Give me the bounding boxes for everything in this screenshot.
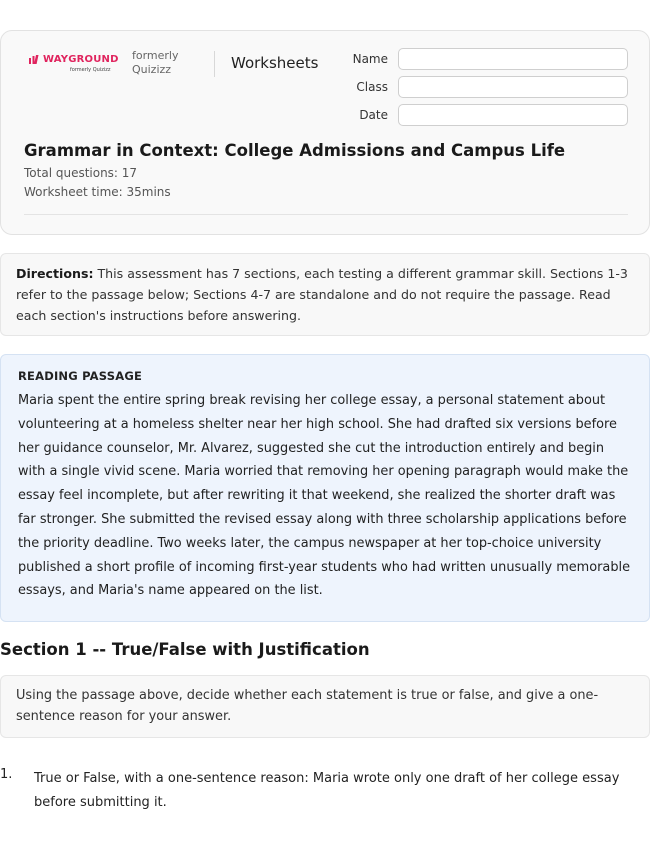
directions-text: This assessment has 7 sections, each testing a different grammar skill. Sections 1-3 refer to the passage below; Sections 4-7 are standalone and do not require the passage. Read each section's instructions before answering. <box>16 266 628 323</box>
directions-label: Directions: <box>16 266 94 281</box>
passage-text: Maria spent the entire spring break revising her college essay, a personal statement about volunteering at a homeless shelter near her high school. She had drafted six versions before her guidance counselor, Mr. Alvarez, suggested she cut the introduction entirely and begin with a single vivid scene. Maria worried that removing her opening paragraph would make the essay feel incomplete, but after rewriting it that weekend, she realized the shorter draft was far stronger. She submitted the revised essay along with three scholarship applications before the priority deadline. Two weeks later, the campus newspaper at her top-choice university published a short profile of incoming first-year students who had written unusually memorable essays, and Maria's name appeared on the list. <box>18 393 631 599</box>
total-questions: Total questions: 17 <box>24 166 138 180</box>
name-field[interactable] <box>398 48 628 70</box>
name-label: Name <box>352 52 388 66</box>
worksheets-label: Worksheets <box>231 54 319 72</box>
wayground-logo <box>29 54 119 76</box>
header-divider <box>214 51 215 77</box>
question-text: True or False, with a one-sentence reason: Maria wrote only one draft of her college essay before submitting it. <box>34 771 620 810</box>
worksheet-time: Worksheet time: 35mins <box>24 185 171 199</box>
section-1-title: Section 1 -- True/False with Justification <box>0 640 370 659</box>
passage-heading: READING PASSAGE <box>18 369 143 383</box>
header-bottom-divider <box>24 214 628 215</box>
logo-subtext: formerly Quizizz <box>70 67 111 73</box>
reading-passage-box <box>0 354 650 622</box>
date-label: Date <box>359 108 388 122</box>
logo-wordmark: WAYGROUND <box>43 54 119 65</box>
class-label: Class <box>356 80 388 94</box>
question-number: 1. <box>0 767 13 782</box>
formerly-line: formerly <box>132 49 179 62</box>
wayground-logo-icon <box>29 55 42 65</box>
quizizz-line: Quizizz <box>132 63 172 76</box>
worksheet-header <box>0 30 650 235</box>
class-field[interactable] <box>398 76 628 98</box>
directions-box <box>0 253 650 336</box>
section-1-instructions: Using the passage above, decide whether each statement is true or false, and give a one-sentence reason for your answer. <box>0 675 650 738</box>
date-field[interactable] <box>398 104 628 126</box>
worksheet-title: Grammar in Context: College Admissions and Campus Life <box>24 141 566 160</box>
formerly-quizizz-note <box>132 49 179 77</box>
